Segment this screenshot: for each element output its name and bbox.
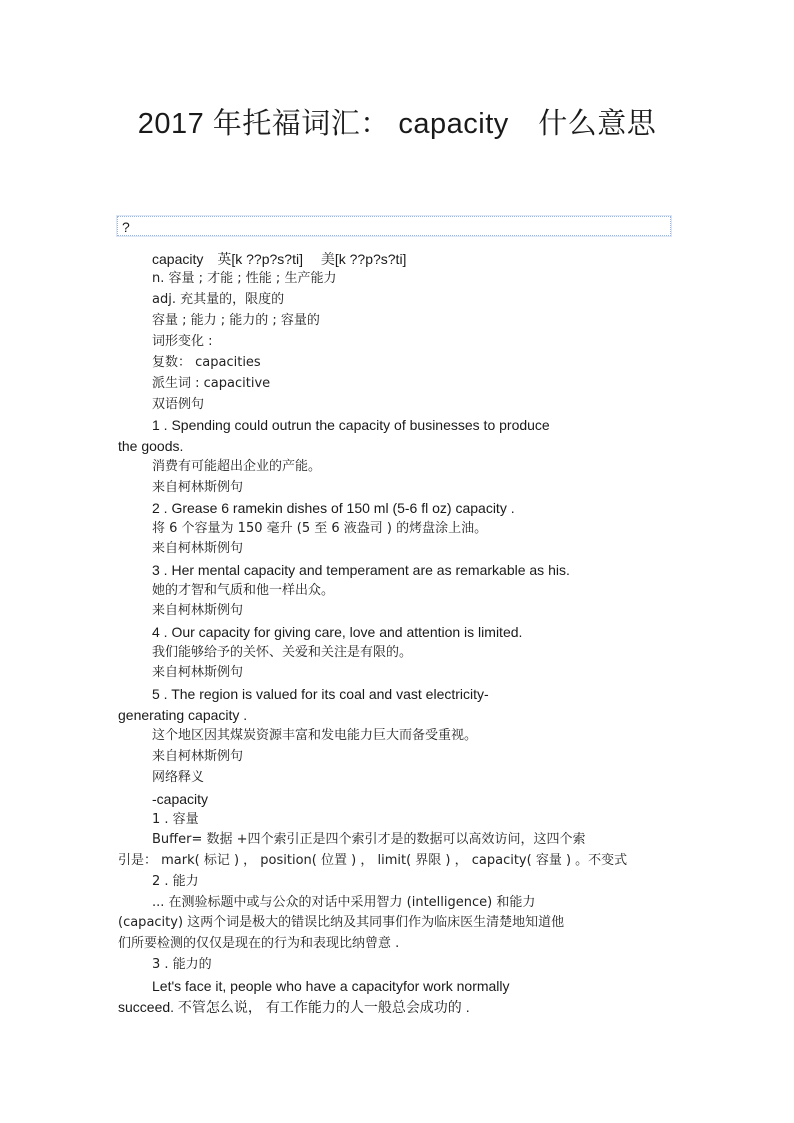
entry-headword: capacity 英[k ??p?s?ti] 美[k ??p?s?ti]: [152, 251, 407, 267]
example-4-source: 来自柯林斯例句: [152, 665, 244, 680]
example-5-source: 来自柯林斯例句: [152, 749, 244, 764]
example-2-source: 来自柯林斯例句: [152, 541, 244, 556]
web-sense-3-line-1: Let's face it, people who have a capacityfor work normally: [152, 978, 510, 994]
web-term: -capacity: [152, 791, 209, 807]
example-4-cn: 我们能够给予的关怀、关爱和关注是有限的。: [152, 645, 413, 660]
example-4-en: 4 . Our capacity for giving care, love and attention is limited.: [152, 624, 523, 640]
entry-adj-meaning-2: 容量 ; 能力 ; 能力的 ; 容量的: [152, 313, 320, 328]
entry-noun-meaning: n. 容量 ; 才能 ; 性能 ; 生产能力: [152, 271, 337, 286]
web-sense-2-line-2: (capacity) 这两个词是极大的错误比纳及其同事们作为临床医生清楚地知道他: [118, 915, 565, 930]
page-title: 2017 年托福词汇： capacity 什么意思: [137, 108, 657, 140]
example-5-en: 5 . The region is valued for its coal and vast electricity-: [152, 686, 489, 702]
example-1-en: 1 . Spending could outrun the capacity of businesses to produce: [152, 417, 550, 433]
web-sense-2-line-3: 们所要检测的仅仅是现在的行为和表现比纳曾意 .: [118, 936, 400, 951]
example-3-en: 3 . Her mental capacity and temperament are as remarkable as his.: [152, 562, 570, 578]
web-sense-1-line-2: 引是： mark( 标记 ) ， position( 位置 ) ， limit( 界限 ) ， capacity( 容量 ) 。不变式: [118, 853, 628, 868]
plural-form: 复数： capacities: [152, 355, 261, 370]
example-2-en: 2 . Grease 6 ramekin dishes of 150 ml (5-6 fl oz) capacity .: [152, 500, 515, 516]
bilingual-examples-label: 双语例句: [152, 397, 205, 412]
web-sense-3-head: 3 . 能力的: [152, 957, 212, 972]
web-sense-1-head: 1 . 容量: [152, 812, 199, 827]
web-definitions-label: 网络释义: [152, 770, 205, 785]
example-1-source: 来自柯林斯例句: [152, 480, 244, 495]
example-5-cn: 这个地区因其煤炭资源丰富和发电能力巨大而备受重视。: [152, 728, 478, 743]
example-3-source: 来自柯林斯例句: [152, 603, 244, 618]
example-5-en-cont: generating capacity .: [118, 707, 248, 723]
web-sense-1-line-1: Buffer= 数据 +四个索引正是四个索引才是的数据可以高效访问，这四个索: [152, 832, 586, 847]
example-1-en-cont: the goods.: [118, 438, 184, 454]
web-sense-3-line-2: succeed. 不管怎么说， 有工作能力的人一般总会成功的 .: [118, 999, 470, 1015]
web-sense-2-head: 2 . 能力: [152, 874, 199, 889]
word-forms-label: 词形变化 :: [152, 334, 213, 349]
web-sense-2-line-1: ... 在测验标题中或与公众的对话中采用智力 (intelligence) 和能力: [152, 895, 536, 910]
example-3-cn: 她的才智和气质和他一样出众。: [152, 583, 335, 598]
derived-word: 派生词 : capacitive: [152, 376, 271, 391]
example-2-cn: 将 6 个容量为 150 毫升 (5 至 6 液盎司 ) 的烤盘涂上油。: [152, 521, 488, 536]
entry-adj-meaning: adj. 充其量的，限度的: [152, 292, 285, 307]
question-marker-box: ?: [117, 216, 671, 236]
example-1-cn: 消费有可能超出企业的产能。: [152, 459, 322, 474]
